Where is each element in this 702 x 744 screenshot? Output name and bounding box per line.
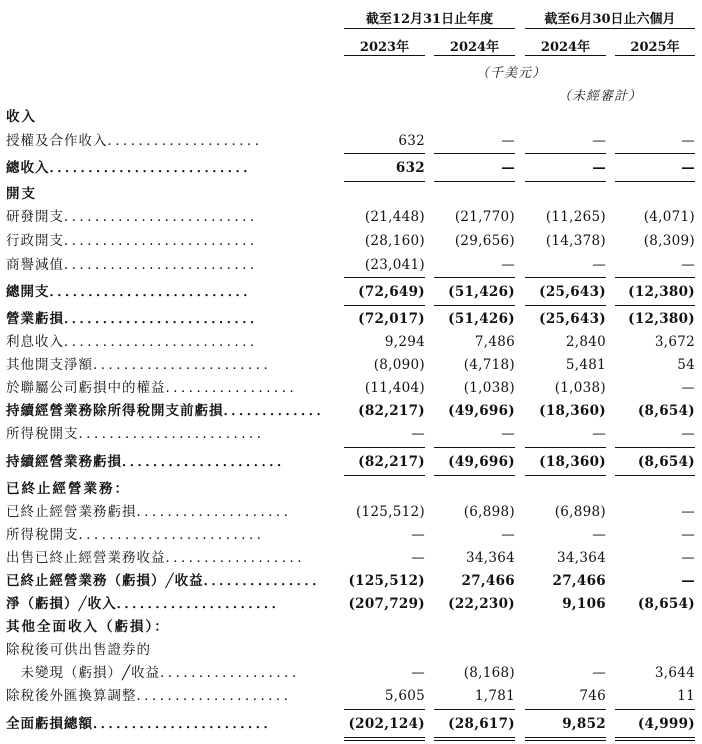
value-2023: (207,729) bbox=[348, 596, 425, 612]
value-2024-h1: — bbox=[592, 160, 606, 176]
row-label: 行政開支．．．．．．．．．．．．．．．．．．．．．．．．． bbox=[6, 233, 265, 249]
value-2024-fy: 34,364 bbox=[465, 550, 515, 566]
row-label: 授權及合作收入．．．．．．．．．．．．．．．．．．．． bbox=[6, 133, 270, 149]
value-2023: (125,512) bbox=[348, 573, 425, 589]
double-underline bbox=[434, 737, 515, 738]
double-underline bbox=[344, 737, 425, 738]
value-2025-h1: — bbox=[681, 380, 695, 396]
value-2025-h1: 3,644 bbox=[654, 665, 695, 681]
subtotal-rule bbox=[525, 447, 606, 448]
unit-label: （千美元） bbox=[476, 66, 547, 81]
value-2025-h1: — bbox=[681, 426, 695, 442]
value-2024-h1: (25,643) bbox=[539, 284, 606, 300]
subtotal-rule bbox=[434, 153, 515, 154]
value-2024-h1: 2,840 bbox=[565, 334, 606, 350]
value-2024-fy: (21,770) bbox=[454, 209, 515, 225]
double-underline bbox=[344, 740, 425, 741]
row-interest-income bbox=[0, 331, 702, 354]
subtotal-rule bbox=[434, 277, 515, 278]
row-label: 已終止經營業務： bbox=[6, 481, 130, 497]
double-underline bbox=[525, 740, 606, 741]
value-2024-fy: 27,466 bbox=[461, 573, 515, 589]
section-oci-heading bbox=[0, 616, 702, 639]
row-label: 開支 bbox=[6, 186, 37, 202]
subtotal-rule bbox=[344, 153, 425, 154]
row-total-expenses bbox=[0, 281, 702, 304]
row-label: 除稅後外匯換算調整．．．．．．．．．．．．．．．．．．．． bbox=[6, 688, 299, 704]
value-2024-fy: 1,781 bbox=[474, 688, 515, 704]
total-rule bbox=[615, 181, 695, 182]
value-2024-h1: (11,265) bbox=[545, 209, 606, 225]
year-underline bbox=[344, 55, 425, 56]
value-2024-h1: (18,360) bbox=[539, 403, 606, 419]
header-six-months-group: 截至6月30日止六個月 bbox=[544, 12, 676, 27]
row-label: 所得稅開支．．．．．．．．．．．．．．．．．．．．．．．． bbox=[6, 527, 272, 543]
total-rule bbox=[525, 475, 606, 476]
value-2023: — bbox=[411, 426, 425, 442]
value-2024-h1: 746 bbox=[579, 688, 606, 704]
total-rule bbox=[525, 305, 606, 306]
value-2025-h1: (12,380) bbox=[628, 311, 695, 327]
value-2025-h1: (8,654) bbox=[637, 596, 695, 612]
value-2025-h1: (8,309) bbox=[643, 233, 695, 249]
value-2024-fy: (6,898) bbox=[463, 504, 515, 520]
header-year-end-group: 截至12月31日止年度 bbox=[365, 12, 494, 27]
value-2024-h1: — bbox=[592, 426, 606, 442]
header-year-end-underline bbox=[344, 28, 515, 29]
row-equity-in-affiliate-loss bbox=[0, 377, 702, 400]
value-2023: (21,448) bbox=[364, 209, 425, 225]
year-underline bbox=[615, 55, 695, 56]
value-2023: — bbox=[411, 527, 425, 543]
value-2023: 9,294 bbox=[384, 334, 425, 350]
value-2024-h1: 5,481 bbox=[565, 357, 606, 373]
value-2024-h1: (14,378) bbox=[545, 233, 606, 249]
value-2023: — bbox=[411, 550, 425, 566]
row-label: 研發開支．．．．．．．．．．．．．．．．．．．．．．．．． bbox=[6, 209, 265, 225]
value-2025-h1: — bbox=[681, 160, 695, 176]
value-2024-h1: 34,364 bbox=[556, 550, 606, 566]
row-label: 利息收入．．．．．．．．．．．．．．．．．．．．．．．．． bbox=[6, 334, 265, 350]
value-2024-h1: — bbox=[592, 665, 606, 681]
value-2024-fy: — bbox=[501, 527, 515, 543]
double-underline bbox=[615, 740, 695, 741]
value-2023: 5,605 bbox=[384, 688, 425, 704]
total-rule bbox=[615, 475, 695, 476]
value-2024-fy: (51,426) bbox=[448, 311, 515, 327]
row-net-loss-income bbox=[0, 593, 702, 616]
subtotal-rule bbox=[344, 709, 425, 710]
value-2024-fy: (49,696) bbox=[448, 454, 515, 470]
row-label: 商譽減值．．．．．．．．．．．．．．．．．．．．．．．．． bbox=[6, 257, 265, 273]
total-rule bbox=[525, 181, 606, 182]
year-header-2023: 2023年 bbox=[359, 40, 410, 55]
total-rule bbox=[344, 305, 425, 306]
value-2024-fy: — bbox=[501, 257, 515, 273]
value-2023: 632 bbox=[398, 133, 425, 149]
year-underline bbox=[525, 55, 606, 56]
year-header-2024-fy: 2024年 bbox=[449, 40, 500, 55]
section-expenses-heading bbox=[0, 183, 702, 206]
value-2023: (11,404) bbox=[364, 380, 425, 396]
header-six-months-underline bbox=[525, 28, 695, 29]
row-rd-expense bbox=[0, 206, 702, 229]
row-label: 總開支．．．．．．．．．．．．．．．．．．．．．．．．．． bbox=[6, 284, 258, 300]
total-rule bbox=[344, 475, 425, 476]
value-2025-h1: (12,380) bbox=[628, 284, 695, 300]
row-total-revenue bbox=[0, 157, 702, 180]
subtotal-rule bbox=[615, 709, 695, 710]
row-unrealized-gain-loss bbox=[0, 662, 702, 685]
row-label: 持續經營業務虧損．．．．．．．．．．．．．．．．．．．．． bbox=[6, 454, 292, 470]
subtotal-rule bbox=[615, 447, 695, 448]
value-2023: (202,124) bbox=[348, 716, 425, 732]
value-2024-fy: (1,038) bbox=[463, 380, 515, 396]
year-header-2025-h1: 2025年 bbox=[630, 40, 680, 55]
value-2023: (125,512) bbox=[355, 504, 425, 520]
subtotal-rule bbox=[434, 709, 515, 710]
total-rule bbox=[615, 305, 695, 306]
row-label: 已終止經營業務虧損．．．．．．．．．．．．．．．．．．．． bbox=[6, 504, 299, 520]
value-2025-h1: 11 bbox=[677, 688, 695, 704]
subtotal-rule bbox=[344, 277, 425, 278]
row-operating-loss bbox=[0, 308, 702, 331]
total-rule bbox=[434, 181, 515, 182]
row-label: 淨（虧損）╱收入．．．．．．．．．．．．．．．．．．．．． bbox=[6, 596, 287, 612]
year-header-2024-h1: 2024年 bbox=[540, 40, 591, 55]
value-2025-h1: — bbox=[681, 573, 695, 589]
year-underline bbox=[434, 55, 515, 56]
section-revenue-heading bbox=[0, 106, 702, 129]
subtotal-rule bbox=[615, 153, 695, 154]
value-2024-fy: (51,426) bbox=[448, 284, 515, 300]
row-fx-translation bbox=[0, 685, 702, 708]
row-label: 已終止經營業務（虧損）╱收益．．．．．．．．．．．．．．． bbox=[6, 573, 327, 589]
subtotal-rule bbox=[525, 277, 606, 278]
row-label: 於聯屬公司虧損中的權益．．．．．．．．．．．．．．．．． bbox=[6, 380, 304, 396]
value-2023: (28,160) bbox=[364, 233, 425, 249]
value-2024-fy: — bbox=[501, 426, 515, 442]
value-2025-h1: 54 bbox=[677, 357, 695, 373]
value-2024-h1: 27,466 bbox=[552, 573, 606, 589]
value-2025-h1: (8,654) bbox=[637, 454, 695, 470]
value-2024-fy: (28,617) bbox=[448, 716, 515, 732]
row-goodwill-impairment bbox=[0, 254, 702, 277]
unaudited-label: （未經審計） bbox=[558, 89, 643, 104]
value-2025-h1: — bbox=[681, 504, 695, 520]
row-licensing-revenue bbox=[0, 130, 702, 153]
row-continuing-ops-loss bbox=[0, 451, 702, 474]
value-2024-h1: — bbox=[592, 527, 606, 543]
value-2023: (23,041) bbox=[364, 257, 425, 273]
value-2025-h1: 3,672 bbox=[654, 334, 695, 350]
value-2024-h1: (18,360) bbox=[539, 454, 606, 470]
subtotal-rule bbox=[344, 447, 425, 448]
subtotal-rule bbox=[525, 153, 606, 154]
row-label: 全面虧損總額．．．．．．．．．．．．．．．．．．．．．．． bbox=[6, 716, 278, 732]
row-gain-on-disposal bbox=[0, 547, 702, 570]
total-rule bbox=[344, 181, 425, 182]
value-2025-h1: — bbox=[681, 133, 695, 149]
total-rule bbox=[434, 305, 515, 306]
subtotal-rule bbox=[525, 709, 606, 710]
double-underline bbox=[615, 737, 695, 738]
subtotal-rule bbox=[615, 277, 695, 278]
row-label: 總收入．．．．．．．．．．．．．．．．．．．．．．．．．． bbox=[6, 160, 258, 176]
row-discontinued-income-tax bbox=[0, 524, 702, 547]
row-label: 收入 bbox=[6, 109, 37, 125]
row-label: 營業虧損．．．．．．．．．．．．．．．．．．．．．．．．． bbox=[6, 311, 265, 327]
section-discontinued-ops-heading bbox=[0, 478, 702, 501]
row-label: 未變現（虧損）╱收益．．．．．．．．．．．．．．．．．． bbox=[6, 665, 307, 681]
row-label: 所得稅開支．．．．．．．．．．．．．．．．．．．．．．．． bbox=[6, 426, 272, 442]
double-underline bbox=[434, 740, 515, 741]
row-discontinued-ops-loss bbox=[0, 501, 702, 524]
row-income-tax-expense bbox=[0, 423, 702, 446]
value-2025-h1: — bbox=[681, 550, 695, 566]
value-2024-fy: (8,168) bbox=[463, 665, 515, 681]
value-2023: — bbox=[411, 665, 425, 681]
value-2024-fy: — bbox=[501, 133, 515, 149]
row-discontinued-ops-result bbox=[0, 570, 702, 593]
row-label: 其他開支淨額．．．．．．．．．．．．．．．．．．．．．．． bbox=[6, 357, 278, 373]
value-2024-h1: 9,106 bbox=[562, 596, 606, 612]
row-label: 持續經營業務除所得稅開支前虧損．．．．．．．．．．．．． bbox=[6, 403, 331, 419]
row-label: 除稅後可供出售證券的 bbox=[6, 642, 151, 658]
value-2024-h1: — bbox=[592, 133, 606, 149]
double-underline bbox=[525, 737, 606, 738]
value-2024-fy: — bbox=[501, 160, 515, 176]
row-admin-expense bbox=[0, 230, 702, 253]
value-2025-h1: (4,999) bbox=[637, 716, 695, 732]
value-2024-h1: (25,643) bbox=[539, 311, 606, 327]
value-2025-h1: (4,071) bbox=[643, 209, 695, 225]
value-2025-h1: — bbox=[681, 257, 695, 273]
value-2025-h1: — bbox=[681, 527, 695, 543]
value-2023: (82,217) bbox=[358, 403, 425, 419]
row-total-comprehensive-loss bbox=[0, 713, 702, 736]
value-2023: (8,090) bbox=[373, 357, 425, 373]
row-label: 出售已終止經營業務收益．．．．．．．．．．．．．．．．．． bbox=[6, 550, 312, 566]
value-2024-fy: (29,656) bbox=[454, 233, 515, 249]
value-2023: 632 bbox=[395, 160, 425, 176]
value-2023: (72,649) bbox=[358, 284, 425, 300]
value-2023: (82,217) bbox=[358, 454, 425, 470]
value-2024-h1: (6,898) bbox=[554, 504, 606, 520]
value-2024-fy: (22,230) bbox=[448, 596, 515, 612]
value-2024-fy: (4,718) bbox=[463, 357, 515, 373]
value-2024-h1: 9,852 bbox=[562, 716, 606, 732]
row-afs-securities-line1 bbox=[0, 639, 702, 662]
value-2024-fy: (49,696) bbox=[448, 403, 515, 419]
value-2024-h1: — bbox=[592, 257, 606, 273]
value-2023: (72,017) bbox=[358, 311, 425, 327]
value-2024-h1: (1,038) bbox=[554, 380, 606, 396]
subtotal-rule bbox=[434, 447, 515, 448]
value-2024-fy: 7,486 bbox=[474, 334, 515, 350]
row-other-expense-net bbox=[0, 354, 702, 377]
row-loss-before-tax bbox=[0, 400, 702, 423]
row-label: 其他全面收入（虧損）： bbox=[6, 619, 170, 635]
value-2025-h1: (8,654) bbox=[637, 403, 695, 419]
total-rule bbox=[434, 475, 515, 476]
